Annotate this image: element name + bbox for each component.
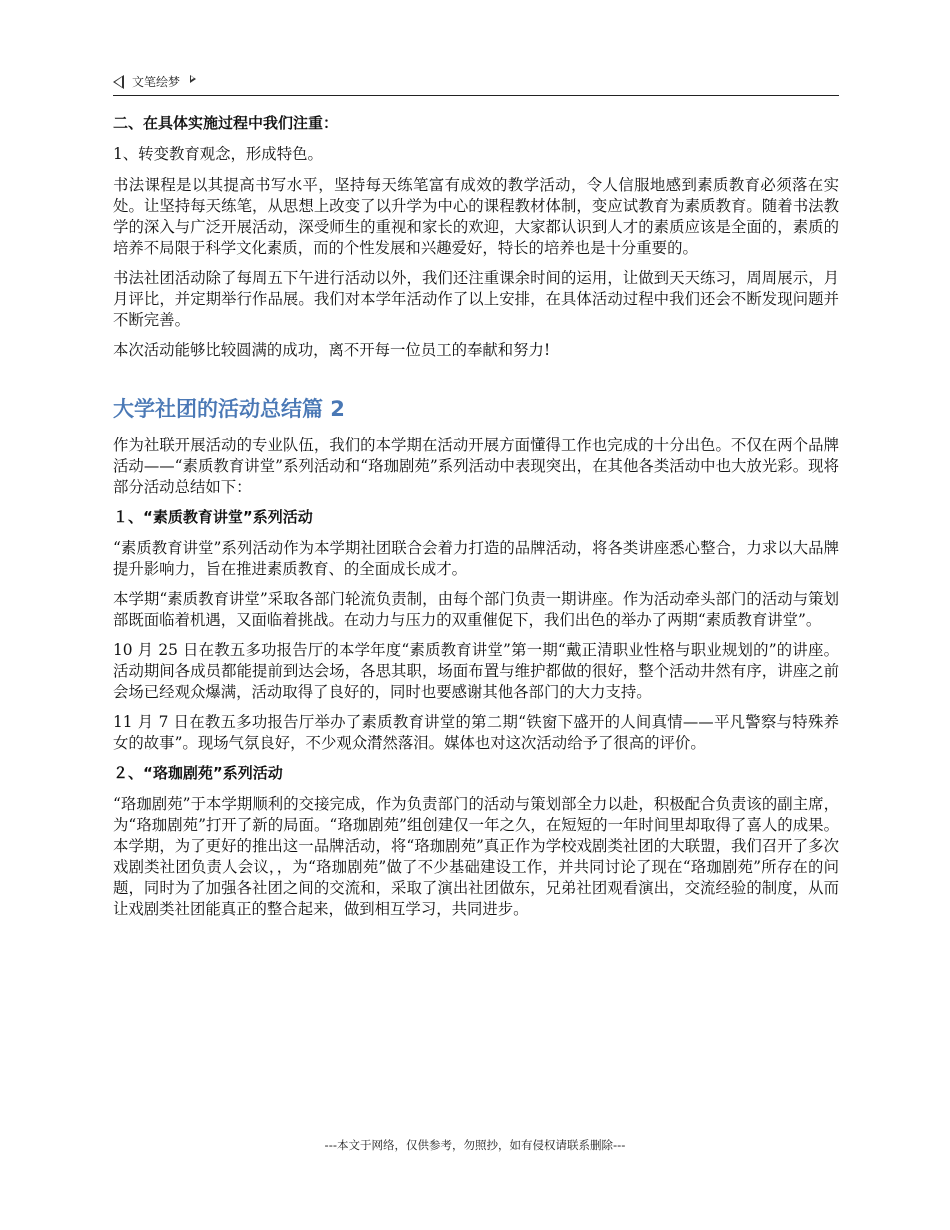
paragraph: “珞珈剧苑”于本学期顺利的交接完成，作为负责部门的活动与策划部全力以赴，积极配合负责该的副主席，为“珞珈剧苑”打开了新的局面。“珞珈剧苑”组创建仅一年之久，在短短的一年时间里却取得了喜人的成果。本学期，为了更好的推出这一品牌活动，将“珞珈剧苑”真正作为学校戏剧类社团的大联盟，我们召开了多次戏剧类社团负责人会议，，为“珞珈剧苑”做了不少基础建设工作，并共同讨论了现在“珞珈剧苑”所存在的问题，同时为了加强各社团之间的交流和，采取了演出社团做东，兄弟社团观看演出，交流经验的制度，从而让戏剧类社团能真正的整合起来，做到相互学习，共同进步。 xyxy=(113,795,839,918)
document-body xyxy=(113,113,839,920)
paragraph: 本学期“素质教育讲堂”采取各部门轮流负责制，由每个部门负责一期讲座。作为活动牵头部门的活动与策划部既面临着机遇，又面临着挑战。在动力与压力的双重催促下，我们出色的举办了两期“素质教育讲堂”。 xyxy=(113,590,839,629)
triangle-right-icon xyxy=(190,75,196,83)
document-page xyxy=(113,68,839,929)
header-title: 文笔绘梦 xyxy=(132,75,181,89)
triangle-left-icon xyxy=(113,75,124,89)
point-heading: 1、转变教育观念，形成特色。 xyxy=(113,145,323,163)
subsection-heading: １、“素质教育讲堂”系列活动 xyxy=(113,508,313,526)
section-title: 大学社团的活动总结篇 2 xyxy=(113,397,345,421)
subsection-heading: ２、“珞珈剧苑”系列活动 xyxy=(113,764,283,782)
paragraph: 本次活动能够比较圆满的成功，离不开每一位员工的奉献和努力! xyxy=(113,341,551,359)
paragraph: 10 月 25 日在教五多功报告厅的本学年度“素质教育讲堂”第一期“戴正清职业性格与职业规划的”的讲座。活动期间各成员都能提前到达会场，各思其职，场面布置与维护都做的很好，整个活动井然有序，讲座之前会场已经观众爆满，活动取得了良好的，同时也要感谢其他各部门的大力支持。 xyxy=(113,641,839,701)
paragraph: 11 月 7 日在教五多功报告厅举办了素质教育讲堂的第二期“铁窗下盛开的人间真情——平凡警察与特殊养女的故事”。现场气氛良好，不少观众潸然落泪。媒体也对这次活动给予了很高的评价。 xyxy=(113,713,839,752)
paragraph: 书法课程是以其提高书写水平，坚持每天练笔富有成效的教学活动，令人信服地感到素质教育必须落在实处。让坚持每天练笔，从思想上改变了以升学为中心的课程教材体制，变应试教育为素质教育。随着书法教学的深入与广泛开展活动，深受师生的重视和家长的欢迎，大家都认识到人才的素质应该是全面的，素质的培养不局限于科学文化素质，而的个性发展和兴趣爱好，特长的培养也是十分重要的。 xyxy=(113,176,839,257)
section-heading: 二、在具体实施过程中我们注重： xyxy=(113,114,339,132)
paragraph: 书法社团活动除了每周五下午进行活动以外，我们还注重课余时间的运用，让做到天天练习，周周展示，月月评比，并定期举行作品展。我们对本学年活动作了以上安排，在具体活动过程中我们还会不断发现问题并不断完善。 xyxy=(113,269,839,329)
page-footer: ---本文于网络，仅供参考，勿照抄，如有侵权请联系删除--- xyxy=(324,1138,626,1152)
page-header xyxy=(113,68,839,96)
paragraph: 作为社联开展活动的专业队伍，我们的本学期在活动开展方面懂得工作也完成的十分出色。不仅在两个品牌活动——“素质教育讲堂”系列活动和“珞珈剧苑”系列活动中表现突出，在其他各类活动中也大放光彩。现将部分活动总结如下： xyxy=(113,436,839,496)
paragraph: “素质教育讲堂”系列活动作为本学期社团联合会着力打造的品牌活动，将各类讲座悉心整合，力求以大品牌提升影响力，旨在推进素质教育、的全面成长成才。 xyxy=(113,539,839,578)
